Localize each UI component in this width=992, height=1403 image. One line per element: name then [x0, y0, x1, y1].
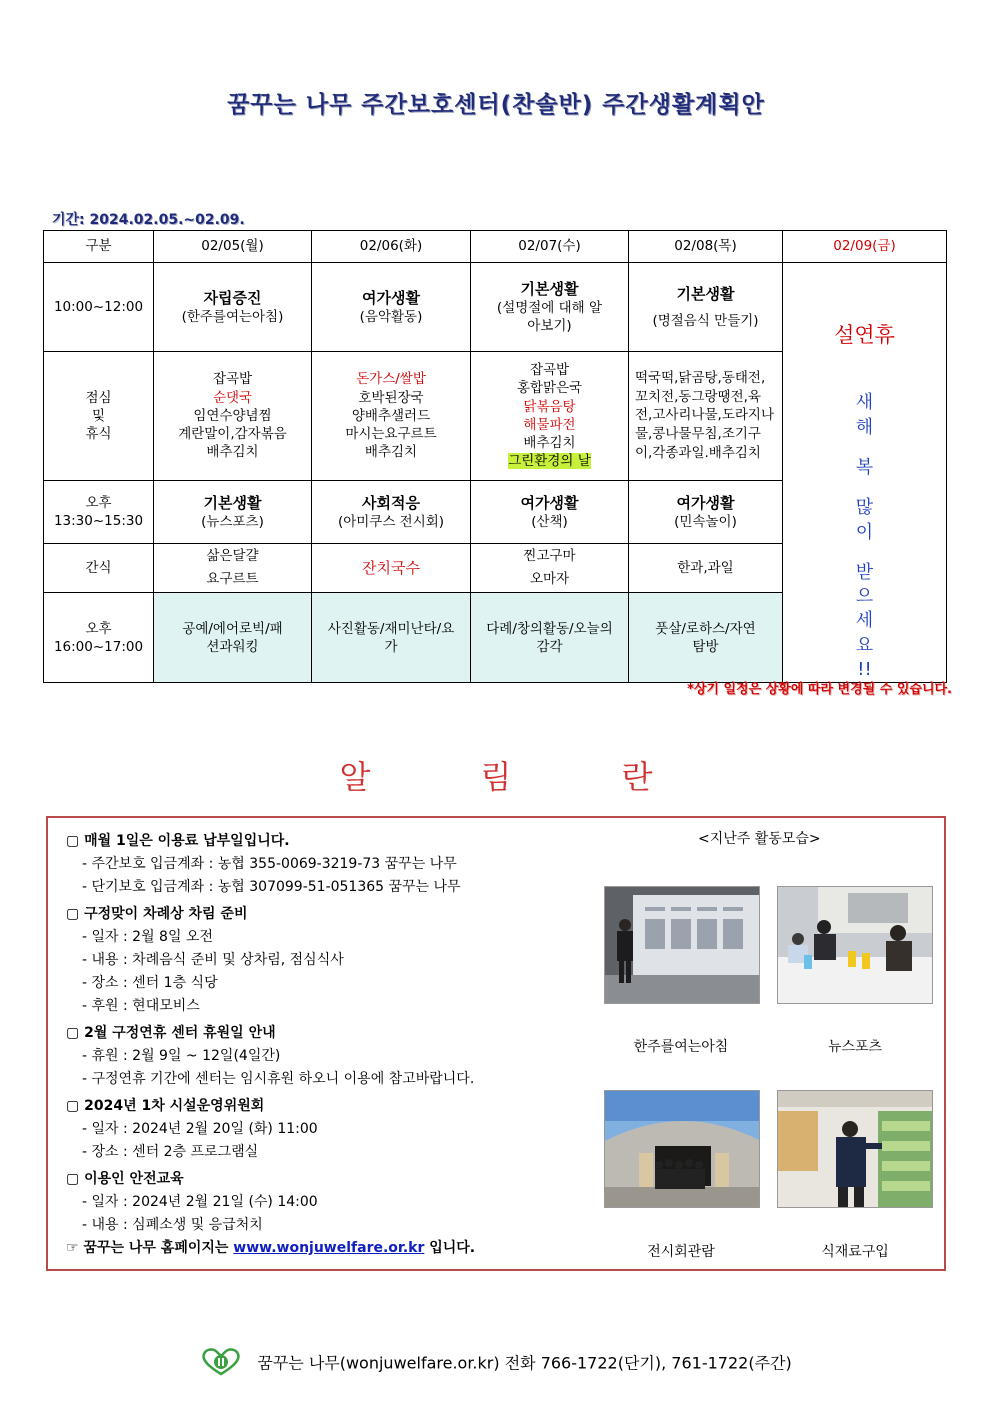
- photo-exhibition: [604, 1090, 760, 1208]
- green-day-badge: 그린환경의 날: [508, 453, 591, 470]
- homepage-link[interactable]: www.wonjuwelfare.or.kr: [233, 1240, 425, 1256]
- snack-cell: 삶은달걀 요구르트: [154, 544, 312, 593]
- page-title: 꿈꾸는 나무 주간보호센터(찬솔반) 주간생활계획안: [227, 92, 765, 118]
- weekly-schedule-table: [43, 230, 947, 683]
- photo-caption: 한주를여는아침: [633, 1039, 729, 1055]
- day-header: 02/05(월): [154, 231, 312, 263]
- notice-board: [46, 816, 946, 1271]
- day-header: 02/08(목): [629, 231, 783, 263]
- snack-cell: 찐고구마 오마자: [471, 544, 629, 593]
- holiday-greeting: 새 해 복 많 이 받 으 세 요 !!: [855, 392, 874, 681]
- header-row: [44, 231, 947, 263]
- day-header: 02/06(화): [312, 231, 471, 263]
- holiday-cell: [783, 263, 947, 683]
- program-cell: 풋살/로하스/자연탐방: [629, 593, 783, 683]
- activity-cell: 사회적응 (아미쿠스 전시회): [312, 480, 471, 543]
- notice-section: ▢ 구정맞이 차례상 차림 준비 - 일자 : 2월 8일 오전 - 내용 : 차례음식 준비 및 상차림, 점심식사 - 장소 : 센터 1층 식당 - 후원 : 현대모비스: [66, 906, 344, 1014]
- notice-section: ▢ 이용인 안전교육 - 일자 : 2024년 2월 21일 (수) 14:00 - 내용 : 심폐소생 및 응급처치: [66, 1171, 318, 1233]
- snack-cell: 한과,과일: [629, 544, 783, 593]
- notice-section: ▢ 2월 구정연휴 센터 휴원일 안내 - 휴원 : 2월 9일 ~ 12일(4일간) - 구정연휴 기간에 센터는 임시휴원 하오니 이용에 참고바랍니다.: [66, 1025, 475, 1087]
- heart-logo-icon: [200, 1348, 242, 1380]
- activity-cell: 여가생활 (민속놀이): [629, 480, 783, 543]
- homepage-line: ☞ 꿈꾸는 나무 홈페이지는 www.wonjuwelfare.or.kr 입니다.: [66, 1240, 476, 1256]
- notice-list: [66, 830, 606, 1260]
- notice-section: ▢ 매월 1일은 이용료 납부일입니다. - 주간보호 입금계좌 : 농협 355-0069-3219-73 꿈꾸는 나무 - 단기보호 입금계좌 : 농협 307099-51-051365 꿈꾸는 나무: [66, 833, 461, 895]
- notice-title: 알 림 란: [339, 758, 703, 796]
- photo-newsports: [777, 886, 933, 1004]
- period-label: 기간: 2024.02.05.~02.09.: [52, 212, 245, 228]
- footer: [0, 1348, 992, 1380]
- program-cell: 공예/에어로빅/패션과워킹: [154, 593, 312, 683]
- activity-cell: 기본생활 (뉴스포츠): [154, 480, 312, 543]
- photo-caption: 전시회관람: [647, 1244, 715, 1260]
- photo-caption: 뉴스포츠: [827, 1039, 883, 1055]
- day-header-holiday: 02/09(금): [783, 231, 947, 263]
- activity-cell: 여가생활 (산책): [471, 480, 629, 543]
- menu-cell: 떡국떡,닭곰탕,동태전,꼬치전,동그랑땡전,육전,고사리나물,도라지나물,콩나물무침,조기구이,각종과일.배추김치: [629, 351, 783, 480]
- snack-cell: 잔치국수: [312, 544, 471, 593]
- schedule-note: *상기 일정은 상황에 따라 변경될 수 있습니다.: [687, 682, 952, 697]
- row-label: 10:00~12:00: [44, 263, 154, 352]
- day-header: 02/07(수): [471, 231, 629, 263]
- row-label: 오후 16:00~17:00: [44, 593, 154, 683]
- photos-caption: <지난주 활동모습>: [698, 831, 821, 847]
- footer-contact: 꿈꾸는 나무(wonjuwelfare.or.kr) 전화 766-1722(단기), 761-1722(주간): [257, 1353, 792, 1373]
- row-label: 오후 13:30~15:30: [44, 480, 154, 543]
- activity-cell: 기본생활 (명절음식 만들기): [629, 263, 783, 352]
- menu-cell: 잡곡밥 순댓국 임연수양념찜 계란말이,감자볶음 배추김치: [154, 351, 312, 480]
- col-label: 구분: [44, 231, 154, 263]
- holiday-title: 설연휴: [834, 323, 895, 347]
- menu-cell: 잡곡밥 홍합맑은국 닭볶음탕 해물파전 배추김치 그린환경의 날: [471, 351, 629, 480]
- program-cell: 다례/창의활동/오늘의감각: [471, 593, 629, 683]
- photo-grocery: [777, 1090, 933, 1208]
- activity-cell: 여가생활 (음악활동): [312, 263, 471, 352]
- row-label: 점심 및 휴식: [44, 351, 154, 480]
- menu-cell: 돈가스/쌀밥 호박된장국 양배추샐러드 마시는요구르트 배추김치: [312, 351, 471, 480]
- photo-caption: 식재료구입: [821, 1244, 889, 1260]
- notice-section: ▢ 2024년 1차 시설운영위원회 - 일자 : 2024년 2월 20일 (화) 11:00 - 장소 : 센터 2층 프로그램실: [66, 1098, 318, 1160]
- program-cell: 사진활동/재미난타/요가: [312, 593, 471, 683]
- activity-cell: 자립증진 (한주를여는아침): [154, 263, 312, 352]
- morning-row: [44, 263, 947, 352]
- photo-morning: [604, 886, 760, 1004]
- activity-cell: 기본생활 (설명절에 대해 알아보기): [471, 263, 629, 352]
- row-label: 간식: [44, 544, 154, 593]
